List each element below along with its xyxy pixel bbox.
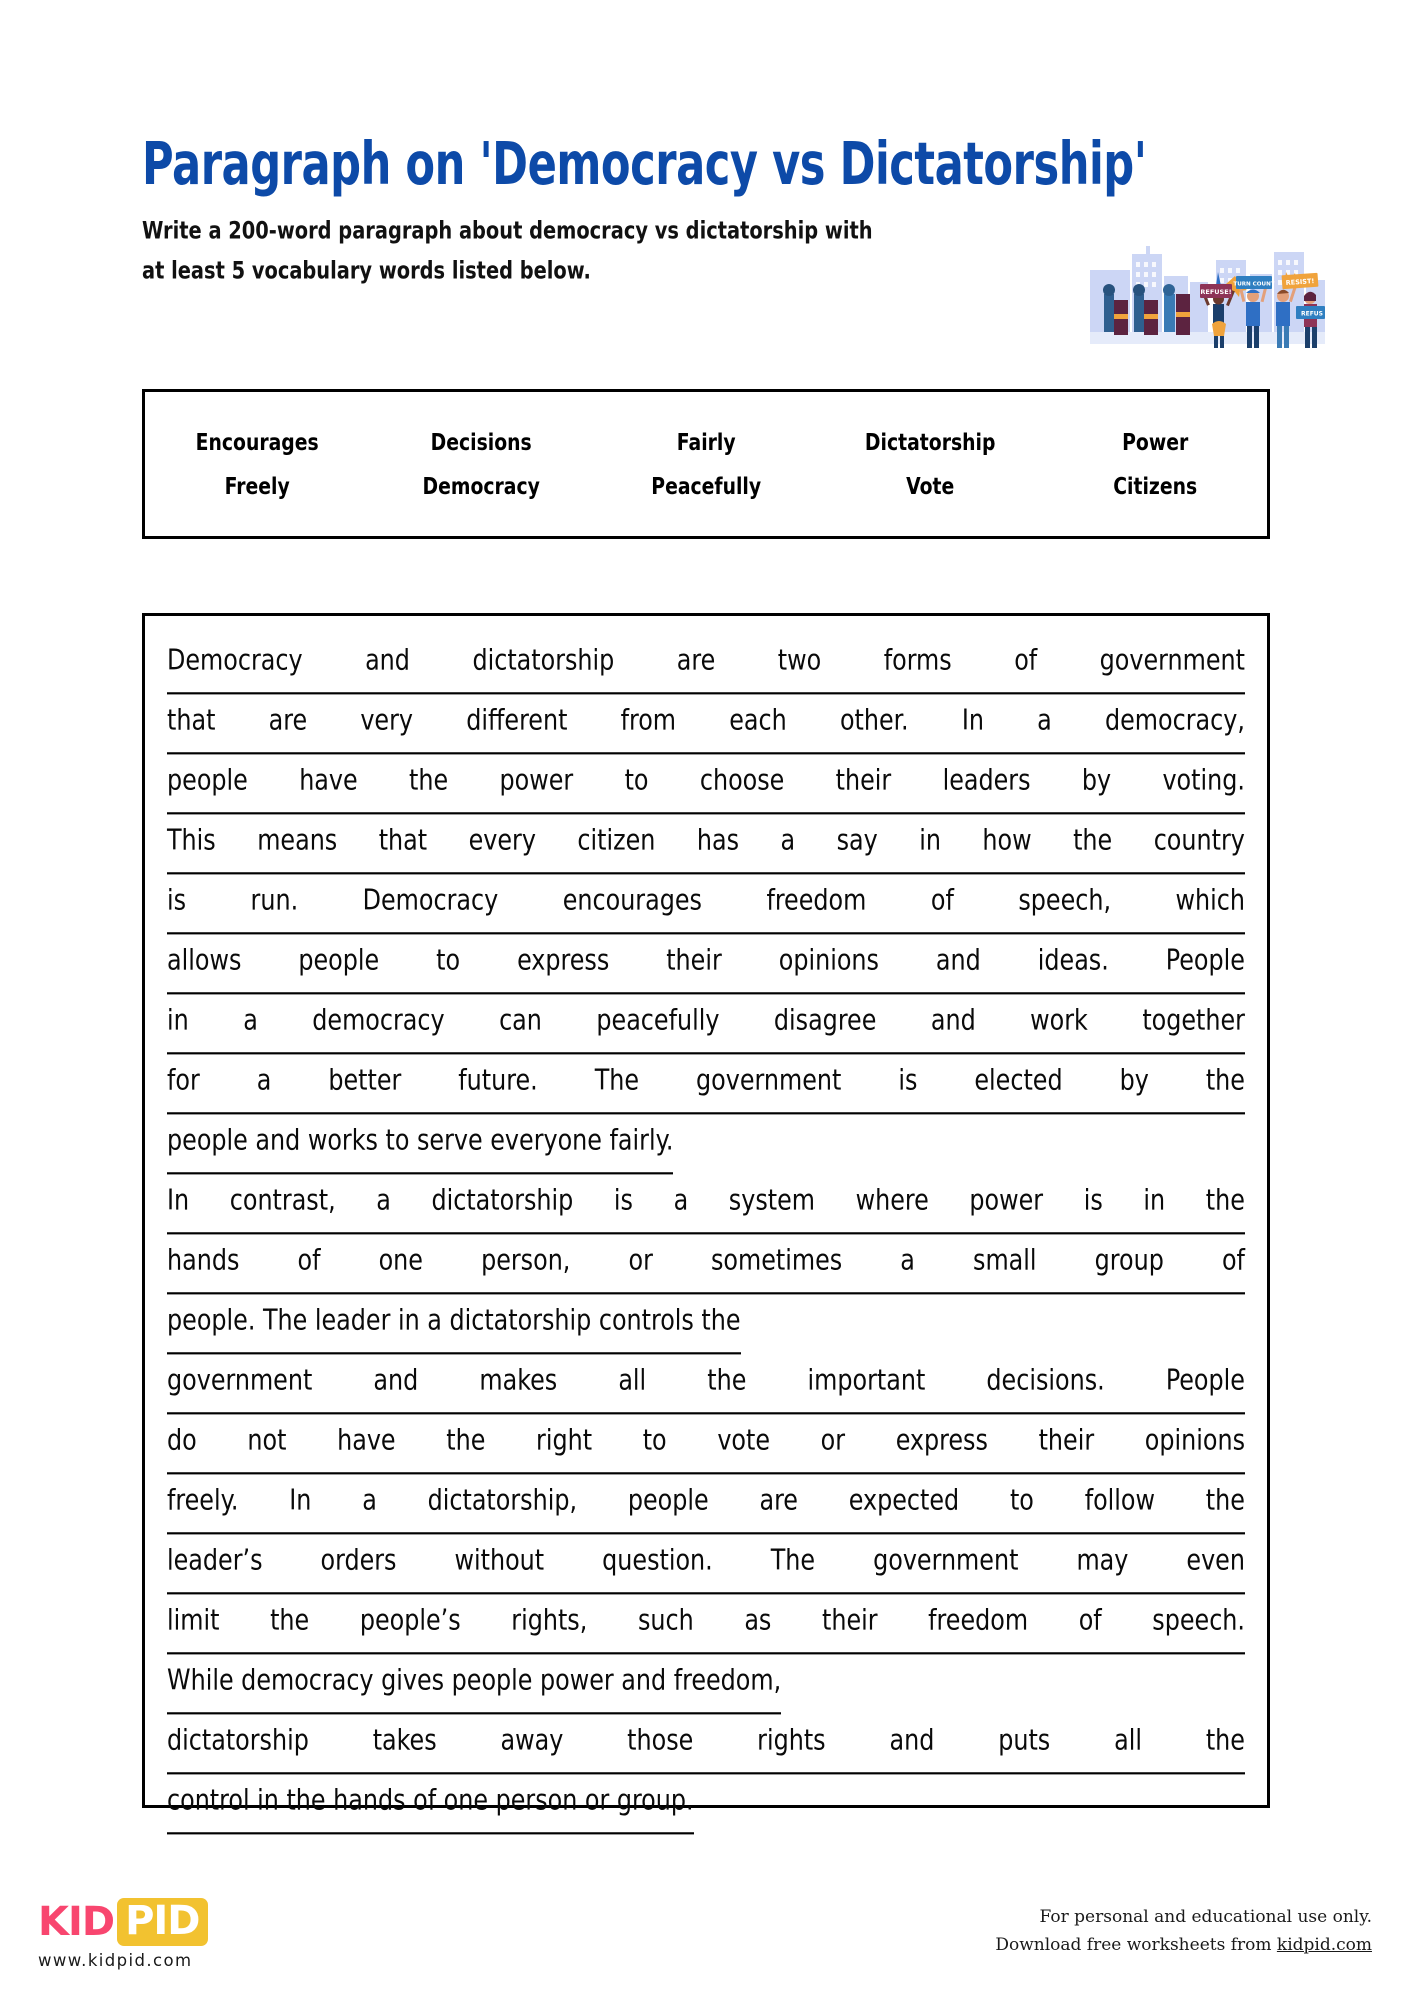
answer-word: such xyxy=(637,1603,694,1638)
answer-line xyxy=(167,1050,1245,1115)
answer-word: The xyxy=(770,1543,816,1578)
answer-word: a xyxy=(673,1183,689,1218)
vocabulary-word: Freely xyxy=(224,472,290,500)
vocabulary-row-1 xyxy=(145,430,1267,454)
answer-word: opinions xyxy=(1144,1423,1245,1458)
vocabulary-word: Power xyxy=(1121,428,1188,456)
answer-word: their xyxy=(835,763,892,798)
answer-word: even xyxy=(1186,1543,1245,1578)
protest-illustration xyxy=(1090,232,1325,357)
vocabulary-word: Democracy xyxy=(422,472,541,500)
answer-word: dictatorship xyxy=(472,643,615,678)
answer-line xyxy=(167,1470,1245,1535)
answer-word: choose xyxy=(699,763,785,798)
answer-line xyxy=(167,630,1245,695)
answer-word: speech. xyxy=(1152,1603,1245,1638)
logo-kid-text: KID xyxy=(38,1899,115,1945)
answer-word: are xyxy=(676,643,716,678)
answer-word: peacefully xyxy=(596,1003,720,1038)
answer-line xyxy=(167,1170,1245,1235)
answer-line xyxy=(167,1110,1245,1175)
answer-word: hands xyxy=(167,1243,240,1278)
answer-word: can xyxy=(499,1003,542,1038)
answer-word: the xyxy=(1205,1483,1245,1518)
answer-word: group xyxy=(1094,1243,1164,1278)
answer-word: system xyxy=(728,1183,815,1218)
footer-note-line-1: For personal and educational use only. xyxy=(1039,1907,1372,1927)
answer-word: may xyxy=(1076,1543,1129,1578)
answer-line xyxy=(167,1710,1245,1775)
answer-word: dictatorship xyxy=(167,1723,309,1758)
answer-word: other. xyxy=(839,703,909,738)
answer-word: where xyxy=(855,1183,929,1218)
answer-word: power xyxy=(969,1183,1044,1218)
answer-word: voting. xyxy=(1162,763,1245,798)
answer-word: all xyxy=(1114,1723,1142,1758)
answer-word: ideas. xyxy=(1037,943,1109,978)
answer-word: Democracy xyxy=(167,643,303,678)
answer-word: their xyxy=(666,943,722,978)
answer-line xyxy=(167,1410,1245,1475)
answer-word: each xyxy=(729,703,787,738)
answer-word: freedom xyxy=(766,883,867,918)
answer-word: expected xyxy=(848,1483,960,1518)
answer-word: a xyxy=(243,1003,258,1038)
answer-word: people’s xyxy=(359,1603,461,1638)
answer-word: a xyxy=(780,823,796,858)
svg-text:REFUS: REFUS xyxy=(1300,310,1324,318)
vocabulary-word-bank xyxy=(142,389,1270,539)
answer-word: every xyxy=(468,823,536,858)
answer-word: contrast, xyxy=(229,1183,336,1218)
answer-word: makes xyxy=(479,1363,558,1398)
answer-word: and xyxy=(373,1363,419,1398)
svg-text:REFUSE!: REFUSE! xyxy=(1200,288,1232,296)
answer-word: vote xyxy=(717,1423,771,1458)
answer-word: rights, xyxy=(511,1603,588,1638)
answer-line xyxy=(167,1290,1245,1355)
answer-line-text: control in the hands of one person or group. xyxy=(167,1770,694,1835)
answer-word: by xyxy=(1119,1063,1149,1098)
answer-word: people xyxy=(167,763,248,798)
footer-usage-note xyxy=(995,1903,1372,1959)
answer-word: to xyxy=(642,1423,667,1458)
answer-word: puts xyxy=(998,1723,1051,1758)
answer-word: in xyxy=(167,1003,189,1038)
answer-line xyxy=(167,750,1245,815)
logo-pid-text: PID xyxy=(125,1898,200,1944)
answer-line xyxy=(167,1350,1245,1415)
answer-word: future. xyxy=(458,1063,538,1098)
answer-word: by xyxy=(1081,763,1112,798)
answer-word: leader’s xyxy=(167,1543,263,1578)
answer-word: leaders xyxy=(942,763,1031,798)
answer-word: the xyxy=(1205,1183,1245,1218)
answer-word: are xyxy=(759,1483,798,1518)
answer-word: speech, xyxy=(1018,883,1112,918)
answer-word: a xyxy=(900,1243,915,1278)
logo-pid-badge xyxy=(117,1898,207,1946)
answer-word: a xyxy=(362,1483,377,1518)
answer-word: follow xyxy=(1084,1483,1155,1518)
answer-word: person, xyxy=(481,1243,571,1278)
answer-word: and xyxy=(930,1003,976,1038)
answer-word: their xyxy=(821,1603,878,1638)
answer-line xyxy=(167,1650,1245,1715)
answer-word: and xyxy=(935,943,981,978)
answer-word: limit xyxy=(167,1603,220,1638)
answer-line xyxy=(167,1770,1245,1835)
answer-paragraph xyxy=(167,632,1245,1832)
answer-word: question. xyxy=(602,1543,713,1578)
answer-word: Democracy xyxy=(362,883,499,918)
answer-word: opinions xyxy=(778,943,879,978)
answer-word: for xyxy=(167,1063,200,1098)
answer-word: different xyxy=(466,703,568,738)
answer-word: from xyxy=(620,703,677,738)
answer-word: small xyxy=(973,1243,1037,1278)
answer-word: not xyxy=(247,1423,287,1458)
answer-word: to xyxy=(1009,1483,1034,1518)
footer-note-line-2 xyxy=(995,1931,1372,1959)
answer-line xyxy=(167,930,1245,995)
answer-word: a xyxy=(1037,703,1052,738)
answer-word: without xyxy=(454,1543,545,1578)
answer-word: are xyxy=(268,703,308,738)
answer-word: People xyxy=(1165,1363,1245,1398)
logo-mark xyxy=(38,1898,248,1946)
answer-word: have xyxy=(299,763,358,798)
answer-writing-area[interactable] xyxy=(142,613,1270,1818)
answer-word: rights xyxy=(757,1723,826,1758)
logo-website-url: www.kidpid.com xyxy=(38,1951,193,1970)
answer-word: the xyxy=(409,763,449,798)
answer-word: This xyxy=(167,823,216,858)
answer-word: express xyxy=(895,1423,988,1458)
answer-word: disagree xyxy=(773,1003,877,1038)
answer-word: freedom xyxy=(928,1603,1029,1638)
answer-word: work xyxy=(1030,1003,1088,1038)
answer-word: better xyxy=(328,1063,402,1098)
answer-word: the xyxy=(270,1603,310,1638)
kidpid-link[interactable]: kidpid.com xyxy=(1276,1935,1372,1955)
answer-word: away xyxy=(500,1723,564,1758)
answer-word: The xyxy=(594,1063,640,1098)
answer-word: to xyxy=(436,943,461,978)
answer-word: elected xyxy=(974,1063,1063,1098)
answer-word: to xyxy=(624,763,649,798)
answer-word: allows xyxy=(167,943,242,978)
answer-word: and xyxy=(365,643,410,678)
answer-word: people xyxy=(627,1483,709,1518)
answer-word: that xyxy=(378,823,428,858)
vocabulary-word: Citizens xyxy=(1112,472,1197,500)
answer-word: of xyxy=(297,1243,321,1278)
answer-word: orders xyxy=(320,1543,397,1578)
answer-line-text: people. The leader in a dictatorship controls the xyxy=(167,1290,741,1355)
answer-word: encourages xyxy=(562,883,702,918)
answer-word: dictatorship xyxy=(431,1183,574,1218)
answer-word: do xyxy=(167,1423,197,1458)
vocabulary-word: Fairly xyxy=(676,428,736,456)
answer-word: is xyxy=(1083,1183,1103,1218)
answer-word: in xyxy=(1143,1183,1166,1218)
vocabulary-word: Dictatorship xyxy=(865,428,996,456)
svg-text:TURN COUNT: TURN COUNT xyxy=(1233,281,1275,288)
answer-word: government xyxy=(1099,643,1245,678)
vocabulary-word: Vote xyxy=(906,472,955,500)
answer-word: have xyxy=(337,1423,396,1458)
instructions-line-1: Write a 200-word paragraph about democracy vs dictatorship with xyxy=(142,215,873,245)
answer-word: of xyxy=(1221,1243,1245,1278)
answer-word: In xyxy=(961,703,984,738)
answer-line-text: people and works to serve everyone fairly. xyxy=(167,1110,673,1175)
answer-line xyxy=(167,810,1245,875)
answer-word: government xyxy=(167,1363,313,1398)
answer-word: say xyxy=(836,823,878,858)
answer-word: those xyxy=(627,1723,694,1758)
answer-word: freely. xyxy=(167,1483,239,1518)
kidpid-logo[interactable] xyxy=(38,1898,248,1970)
answer-word: means xyxy=(257,823,338,858)
answer-word: is xyxy=(167,883,187,918)
answer-word: express xyxy=(517,943,610,978)
answer-word: and xyxy=(889,1723,935,1758)
answer-line xyxy=(167,690,1245,755)
answer-word: right xyxy=(536,1423,593,1458)
answer-word: forms xyxy=(883,643,952,678)
answer-word: one xyxy=(378,1243,423,1278)
answer-word: decisions. xyxy=(986,1363,1105,1398)
answer-line-text: While democracy gives people power and freedom, xyxy=(167,1650,781,1715)
answer-word: the xyxy=(1205,1723,1245,1758)
answer-word: has xyxy=(696,823,740,858)
answer-word: of xyxy=(930,883,954,918)
answer-word: all xyxy=(618,1363,647,1398)
answer-word: the xyxy=(707,1363,747,1398)
vocabulary-word: Decisions xyxy=(431,428,533,456)
answer-word: democracy, xyxy=(1104,703,1245,738)
answer-word: their xyxy=(1038,1423,1095,1458)
answer-word: of xyxy=(1014,643,1038,678)
answer-word: a xyxy=(256,1063,272,1098)
vocabulary-word: Encourages xyxy=(195,428,319,456)
answer-word: which xyxy=(1175,883,1245,918)
answer-line xyxy=(167,990,1245,1055)
answer-word: the xyxy=(446,1423,486,1458)
answer-word: In xyxy=(167,1183,190,1218)
svg-text:RESIST!: RESIST! xyxy=(1285,277,1315,287)
answer-word: People xyxy=(1165,943,1245,978)
vocabulary-row-2 xyxy=(145,474,1267,498)
answer-word: a xyxy=(376,1183,391,1218)
answer-word: as xyxy=(744,1603,772,1638)
answer-word: government xyxy=(873,1543,1019,1578)
answer-word: sometimes xyxy=(710,1243,843,1278)
answer-word: that xyxy=(167,703,216,738)
answer-word: run. xyxy=(250,883,299,918)
answer-word: in xyxy=(919,823,941,858)
answer-line xyxy=(167,1230,1245,1295)
answer-line xyxy=(167,1530,1245,1595)
answer-word: people xyxy=(298,943,380,978)
answer-word: very xyxy=(360,703,414,738)
answer-word: of xyxy=(1078,1603,1102,1638)
instructions-line-2: at least 5 vocabulary words listed below. xyxy=(142,256,591,285)
answer-word: important xyxy=(807,1363,926,1398)
answer-line xyxy=(167,1590,1245,1655)
answer-word: two xyxy=(777,643,822,678)
answer-word: government xyxy=(696,1063,842,1098)
answer-word: or xyxy=(628,1243,653,1278)
answer-word: how xyxy=(982,823,1032,858)
answer-word: or xyxy=(820,1423,846,1458)
answer-word: is xyxy=(898,1063,918,1098)
answer-word: takes xyxy=(372,1723,437,1758)
answer-word: citizen xyxy=(577,823,656,858)
answer-word: together xyxy=(1142,1003,1245,1038)
page-title: Paragraph on 'Democracy vs Dictatorship' xyxy=(142,129,1147,199)
vocabulary-word: Peacefully xyxy=(651,472,761,500)
answer-word: country xyxy=(1153,823,1245,858)
answer-word: dictatorship, xyxy=(427,1483,578,1518)
answer-word: the xyxy=(1205,1063,1245,1098)
answer-line xyxy=(167,870,1245,935)
answer-word: is xyxy=(613,1183,633,1218)
footer-note-prefix: Download free worksheets from xyxy=(995,1935,1277,1955)
instructions-text xyxy=(142,210,1073,290)
answer-word: democracy xyxy=(312,1003,445,1038)
answer-word: In xyxy=(289,1483,312,1518)
answer-word: the xyxy=(1073,823,1113,858)
answer-word: power xyxy=(499,763,574,798)
